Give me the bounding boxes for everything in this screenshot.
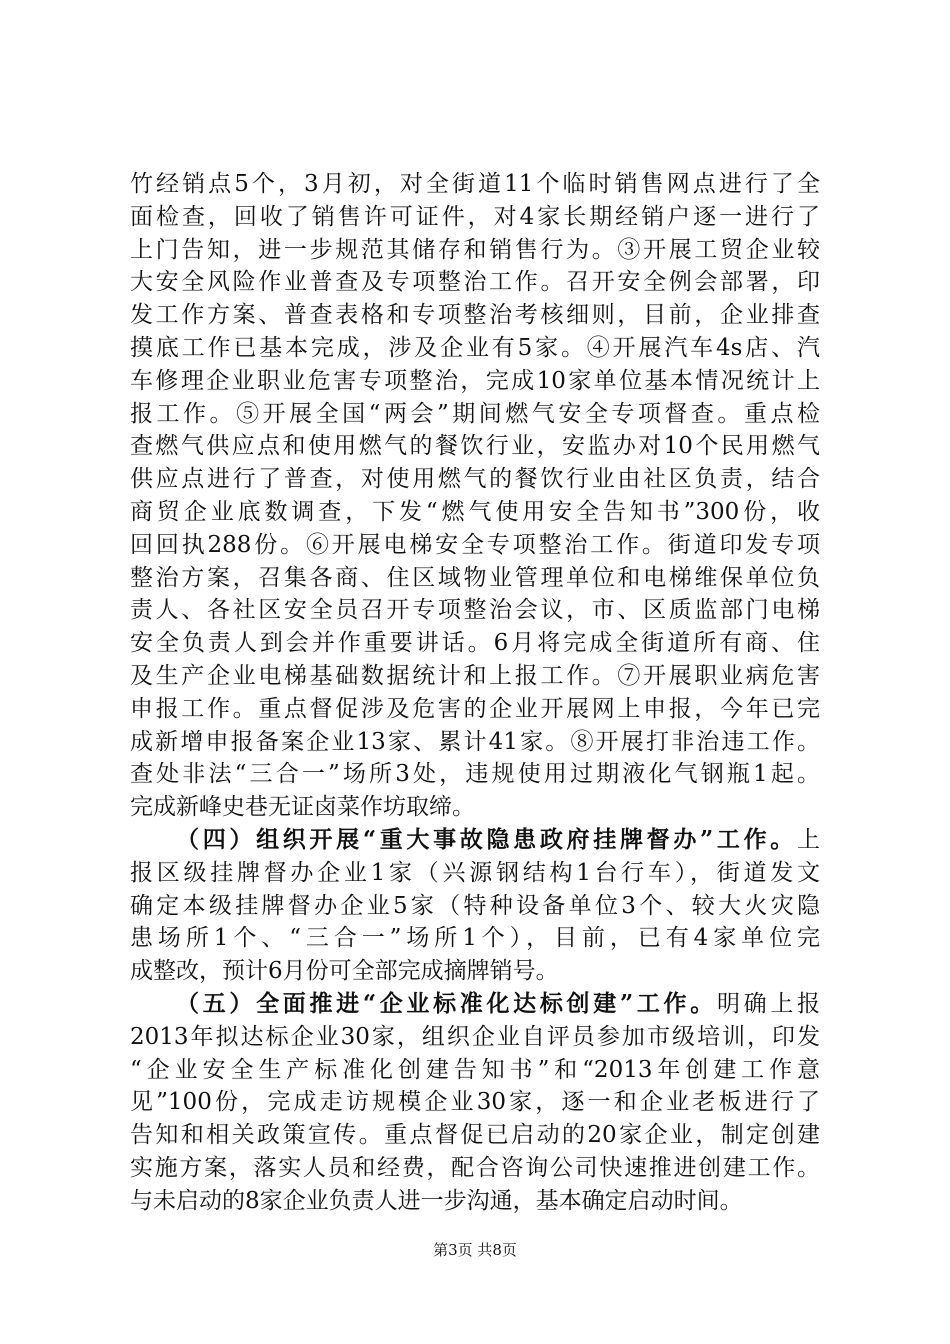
paragraph-line: 实施方案，落实人员和经费，配合咨询公司快速推进创建工作。	[130, 1154, 820, 1181]
paragraph-line: 告知和相关政策宣传。重点督促已启动的20家企业，制定创建	[130, 1122, 820, 1149]
paragraph-line: 查燃气供应点和使用燃气的餐饮行业，安监办对10个民用燃气	[130, 433, 820, 460]
paragraph-line: 竹经销点5个，3月初，对全街道11个临时销售网点进行了全	[130, 171, 820, 197]
paragraph-line: 供应点进行了普查，对使用燃气的餐饮行业由社区负责，结合	[130, 466, 820, 493]
section-5-text: 明确上报	[716, 990, 821, 1017]
paragraph-line: 大安全风险作业普查及专项整治工作。召开安全例会部署，印	[130, 269, 820, 296]
paragraph-line: 上门告知，进一步规范其储存和销售行为。③开展工贸企业较	[130, 236, 820, 263]
paragraph-line: 报区级挂牌督办企业1家（兴源钢结构1台行车），街道发文	[130, 859, 820, 886]
paragraph-line: 患场所1个、“三合一”场所1个），目前，已有4家单位完	[130, 925, 820, 952]
document-body	[130, 168, 820, 1218]
paragraph-line: 回回执288份。⑥开展电梯安全专项整治工作。街道印发专项	[130, 531, 820, 558]
section-4-first-line	[130, 824, 820, 857]
paragraph-line: “企业安全生产标准化创建告知书”和“2013年创建工作意	[130, 1056, 820, 1083]
paragraph-line: 面检查，回收了销售许可证件，对4家长期经销户逐一进行了	[130, 203, 820, 230]
paragraph-line: 安全负责人到会并作重要讲话。6月将完成全街道所有商、住	[130, 630, 820, 657]
section-5-first-line	[130, 988, 820, 1021]
paragraph-line: 车修理企业职业危害专项整治，完成10家单位基本情况统计上	[130, 367, 820, 394]
paragraph-line: 成整改，预计6月份可全部完成摘牌销号。	[130, 958, 559, 985]
paragraph-line: 摸底工作已基本完成，涉及企业有5家。④开展汽车4s店、汽	[130, 334, 820, 361]
paragraph-line: 2013年拟达标企业30家，组织企业自评员参加市级培训，印发	[130, 1023, 820, 1050]
paragraph-line: 整治方案，召集各商、住区域物业管理单位和电梯维保单位负	[130, 564, 820, 591]
paragraph-line: 成新增申报备案企业13家、累计41家。⑧开展打非治违工作。	[130, 728, 820, 755]
section-4-text: 上	[797, 826, 820, 853]
paragraph-line: 完成新峰史巷无证卤菜作坊取缔。	[130, 794, 475, 821]
section-4-heading: （四）组织开展“重大事故隐患政府挂牌督办”工作。	[176, 825, 797, 853]
paragraph-line: 与未启动的8家企业负责人进一步沟通，基本确定启动时间。	[130, 1187, 743, 1214]
section-5-heading: （五）全面推进“企业标准化达标创建”工作。	[176, 989, 717, 1017]
paragraph-line: 商贸企业底数调查，下发“燃气使用安全告知书”300份，收	[130, 498, 820, 525]
paragraph-line: 查处非法“三合一”场所3处，违规使用过期液化气钢瓶1起。	[130, 761, 820, 788]
paragraph-line: 申报工作。重点督促涉及危害的企业开展网上申报，今年已完	[130, 695, 820, 722]
paragraph-line: 及生产企业电梯基础数据统计和上报工作。⑦开展职业病危害	[130, 662, 820, 689]
paragraph-line: 确定本级挂牌督办企业5家（特种设备单位3个、较大火灾隐	[130, 892, 820, 919]
paragraph-line: 见”100份，完成走访规模企业30家，逐一和企业老板进行了	[130, 1089, 820, 1116]
paragraph-line: 报工作。⑤开展全国“两会”期间燃气安全专项督查。重点检	[130, 400, 820, 427]
paragraph-line: 发工作方案、普查表格和专项整治考核细则，目前，企业排查	[130, 302, 820, 329]
paragraph-line: 责人、各社区安全员召开专项整治会议，市、区质监部门电梯	[130, 597, 820, 624]
page-number-footer: 第3页 共8页	[433, 1241, 517, 1259]
